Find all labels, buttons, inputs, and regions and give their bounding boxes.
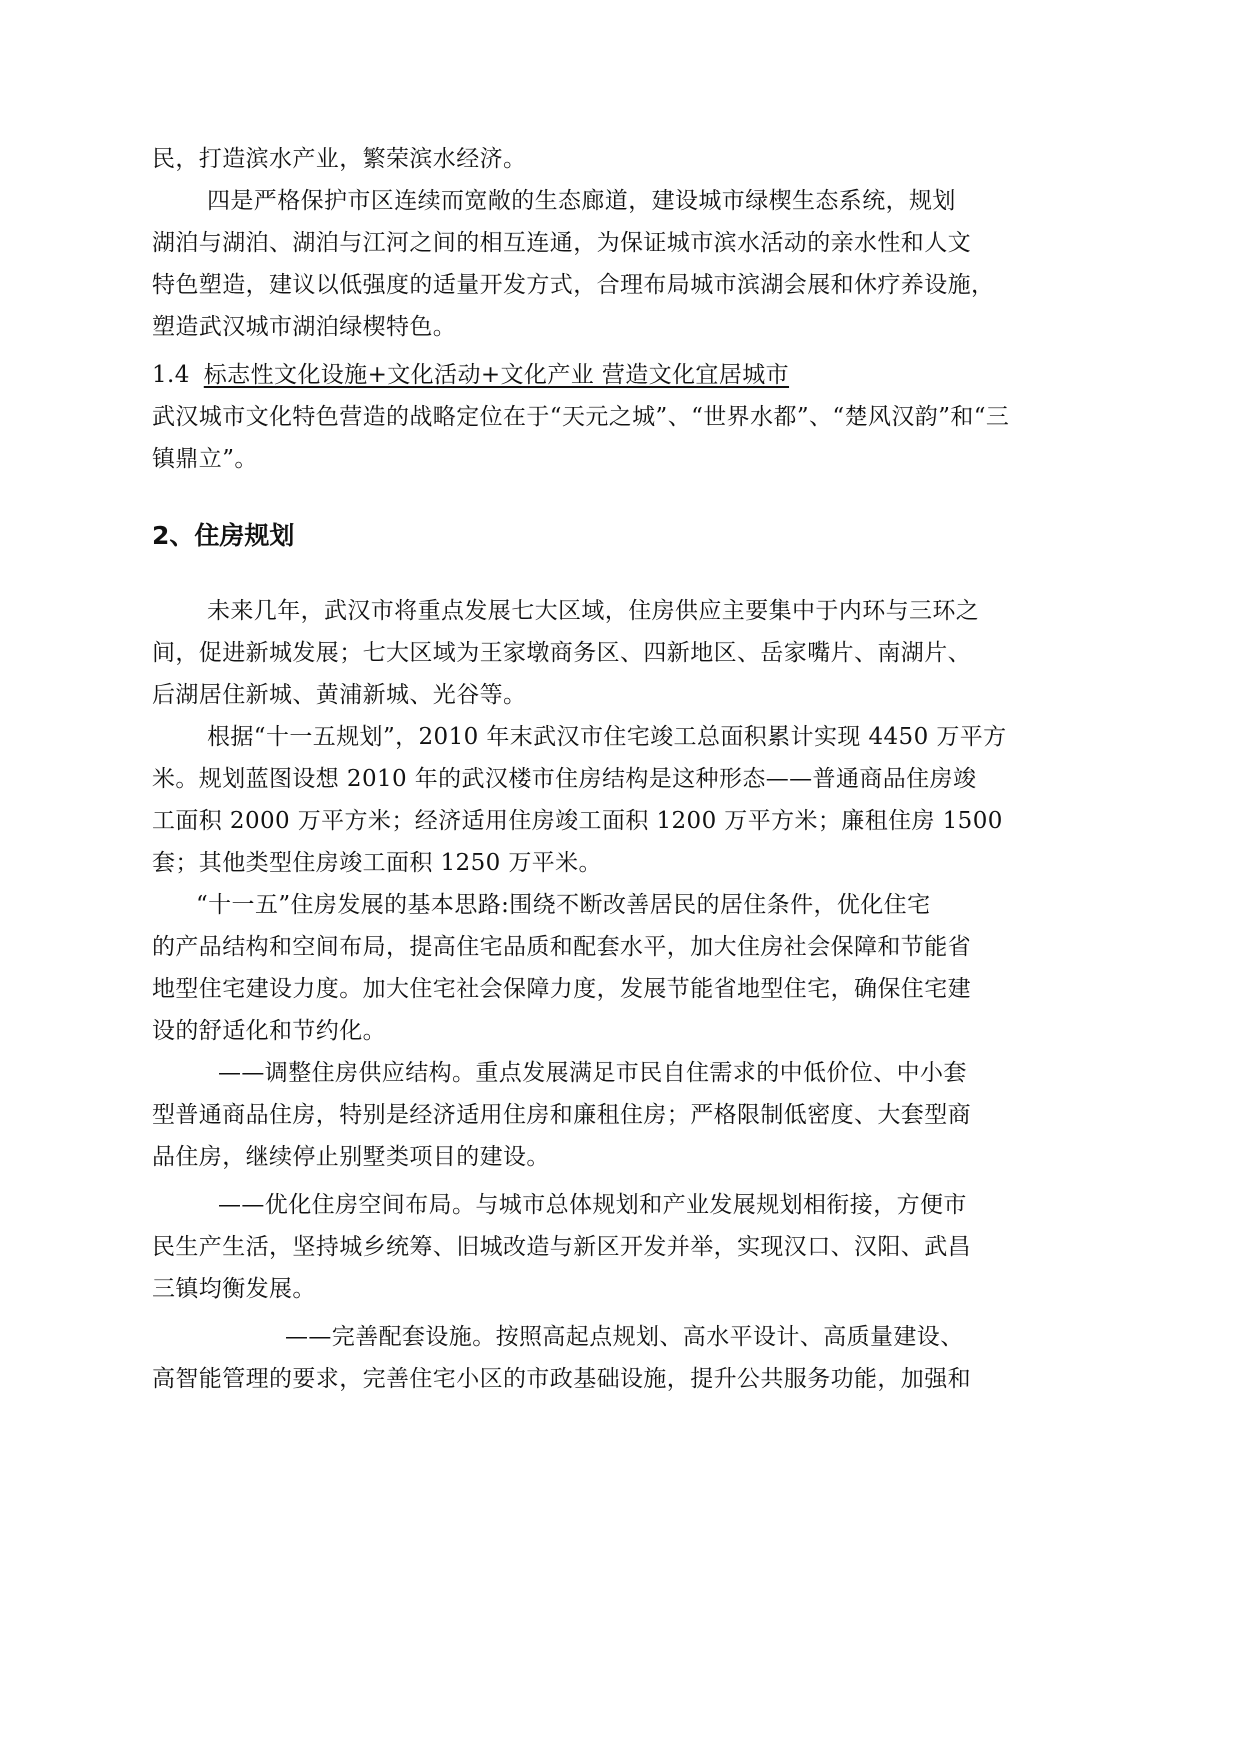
paragraph-line: “十一五”住房发展的基本思路:围绕不断改善居民的居住条件，优化住宅 [196,892,931,918]
paragraph-line: 塑造武汉城市湖泊绿楔特色。 [152,314,457,340]
paragraph-line: 武汉城市文化特色营造的战略定位在于“天元之城”、“世界水都”、“楚风汉韵”和“三 [152,404,1010,430]
paragraph-line: 的产品结构和空间布局，提高住宅品质和配套水平，加大住房社会保障和节能省 [152,934,971,960]
paragraph-line: ——优化住房空间布局。与城市总体规划和产业发展规划相衔接，方便市 [218,1192,967,1218]
paragraph-line: 间，促进新城发展；七大区域为王家墩商务区、四新地区、岳家嘴片、南湖片、 [152,640,971,666]
paragraph-line: 工面积 2000 万平方米；经济适用住房竣工面积 1200 万平方米；廉租住房 1500 [152,808,1003,834]
paragraph-line: 套；其他类型住房竣工面积 1250 万平米。 [152,850,602,876]
subsection-title: 标志性文化设施+文化活动+文化产业 营造文化宜居城市 [203,362,790,388]
paragraph-line: 品住房，继续停止别墅类项目的建设。 [152,1144,550,1170]
paragraph-line: 特色塑造，建议以低强度的适量开发方式，合理布局城市滨湖会展和休疗养设施， [152,272,995,298]
paragraph-line: 高智能管理的要求，完善住宅小区的市政基础设施，提升公共服务功能，加强和 [152,1366,971,1392]
paragraph-line: 地型住宅建设力度。加大住宅社会保障力度，发展节能省地型住宅，确保住宅建 [152,976,971,1002]
paragraph-line: 镇鼎立”。 [152,446,258,472]
paragraph-line: 三镇均衡发展。 [152,1276,316,1302]
paragraph-line: 四是严格保护市区连续而宽敞的生态廊道，建设城市绿楔生态系统，规划 [207,188,956,214]
paragraph-line: 根据“十一五规划”，2010 年末武汉市住宅竣工总面积累计实现 4450 万平方 [207,724,1007,750]
paragraph-line: ——调整住房供应结构。重点发展满足市民自住需求的中低价位、中小套 [218,1060,967,1086]
subsection-heading [152,360,789,390]
paragraph-line: 后湖居住新城、黄浦新城、光谷等。 [152,682,527,708]
paragraph-line: 未来几年，武汉市将重点发展七大区域，住房供应主要集中于内环与三环之 [207,598,980,624]
paragraph-line: 民，打造滨水产业，繁荣滨水经济。 [152,146,527,172]
paragraph-line: 米。规划蓝图设想 2010 年的武汉楼市住房结构是这种形态——普通商品住房竣 [152,766,977,792]
subsection-number: 1.4 [152,362,190,388]
paragraph-line: ——完善配套设施。按照高起点规划、高水平设计、高质量建设、 [285,1324,964,1350]
paragraph-line: 型普通商品住房，特别是经济适用住房和廉租住房；严格限制低密度、大套型商 [152,1102,971,1128]
section-heading: 2、住房规划 [152,521,295,550]
paragraph-line: 湖泊与湖泊、湖泊与江河之间的相互连通，为保证城市滨水活动的亲水性和人文 [152,230,971,256]
paragraph-line: 民生产生活，坚持城乡统筹、旧城改造与新区开发并举，实现汉口、汉阳、武昌 [152,1234,971,1260]
paragraph-line: 设的舒适化和节约化。 [152,1018,386,1044]
